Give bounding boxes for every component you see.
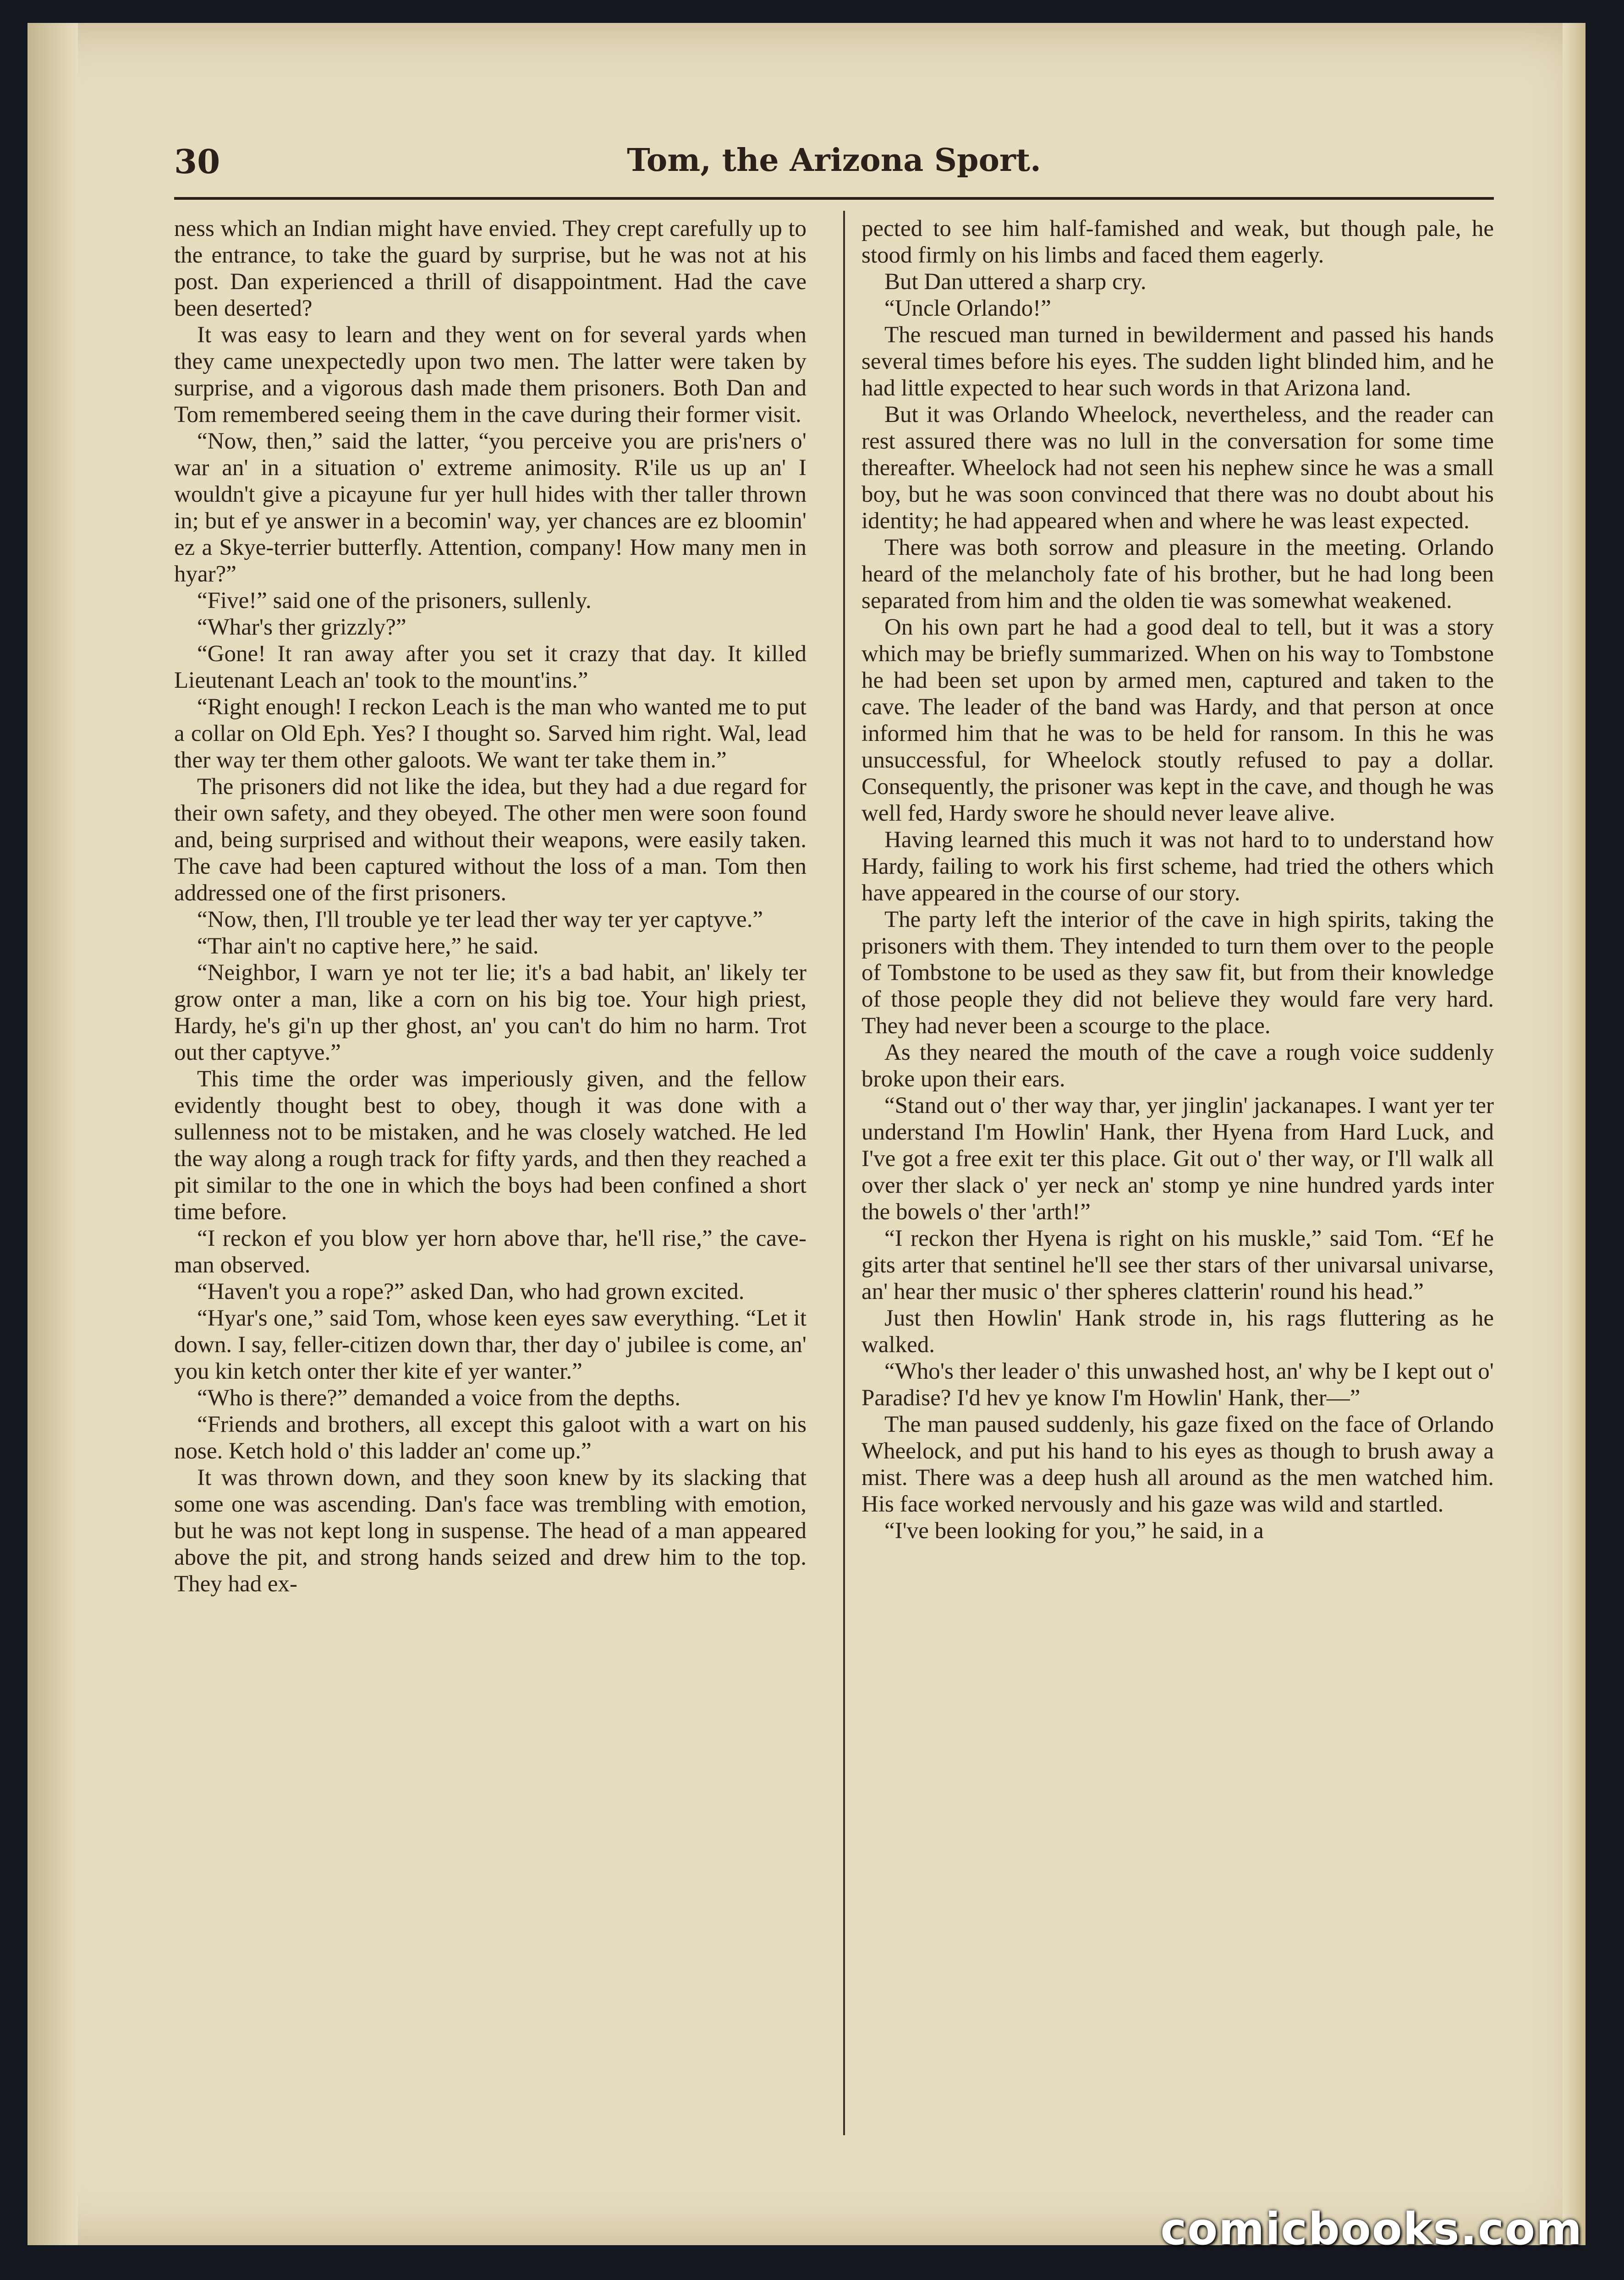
paragraph: “Now, then,” said the latter, “you perceive you are pris'ners o' war an' in a situation o' extreme animosity. R'ile us up an' I wouldn't give a picayune fur yer hull hides with ther taller thrown in; but ef ye answer in a becomin' way, yer chances are ez bloomin' ez a Skye-terrier butterfly. Attention, company! How many men in hyar?” bbox=[174, 428, 807, 587]
paragraph: “Five!” said one of the prisoners, sullenly. bbox=[197, 588, 592, 614]
paragraph: “I reckon ef you blow yer horn above thar, he'll rise,” the cave-man observed. bbox=[174, 1226, 807, 1278]
paragraph: “Neighbor, I warn ye not ter lie; it's a bad habit, an' likely ter grow onter a man, like a corn on his big toe. Your high priest, Hardy, he's gi'n up ther ghost, an' you can't do him no harm. Trot out ther captyve.” bbox=[174, 960, 807, 1065]
right-text-column bbox=[861, 215, 1494, 2131]
paragraph: The man paused suddenly, his gaze fixed on the face of Orlando Wheelock, and put his hand to his eyes as though to brush away a mist. There was a deep hush all around as the men watched him. His face worked nervously and his gaze was wild and startled. bbox=[861, 1412, 1494, 1517]
paragraph: ness which an Indian might have envied. They crept carefully up to the entrance, to take the guard by surprise, but he was not at his post. Dan experienced a thrill of disappointment. Had the cave been deserted? bbox=[174, 216, 807, 321]
paragraph: “Whar's ther grizzly?” bbox=[197, 614, 406, 640]
left-text-column bbox=[174, 215, 807, 2131]
paragraph: It was thrown down, and they soon knew by its slacking that some one was ascending. Dan's face was trembling with emotion, but he was not kept long in suspense. The head of a man appeared above the pit, and strong hands seized and drew him to the top. They had ex- bbox=[174, 1465, 807, 1597]
paragraph: “Right enough! I reckon Leach is the man who wanted me to put a collar on Old Eph. Yes? I thought so. Sarved him right. Wal, lead ther way ter them other galoots. We want ter take them in.” bbox=[174, 694, 807, 773]
paragraph: The rescued man turned in bewilderment and passed his hands several times before his eyes. The sudden light blinded him, and he had little expected to hear such words in that Arizona land. bbox=[861, 322, 1494, 401]
paragraph: “Gone! It ran away after you set it crazy that day. It killed Lieutenant Leach an' took to the mount'ins.” bbox=[174, 641, 807, 693]
paragraph: On his own part he had a good deal to tell, but it was a story which may be briefly summarized. When on his way to Tombstone he had been set upon by armed men, captured and taken to the cave. The leader of the band was Hardy, and that person at once informed him that he was to be held for ransom. In this he was unsuccessful, for Wheelock stoutly refused to pay a dollar. Consequently, the prisoner was kept in the cave, and though he was well fed, Hardy swore he should never leave alive. bbox=[861, 614, 1494, 826]
paragraph: The prisoners did not like the idea, but they had a due regard for their own safety, and they obeyed. The other men were soon found and, being surprised and without their weapons, were easily taken. The cave had been captured without the loss of a man. Tom then addressed one of the first prisoners. bbox=[174, 774, 807, 906]
paragraph: “I've been looking for you,” he said, in a bbox=[884, 1518, 1264, 1544]
column-divider bbox=[843, 211, 845, 2135]
paragraph: But Dan uttered a sharp cry. bbox=[884, 269, 1147, 295]
paragraph: But it was Orlando Wheelock, nevertheless, and the reader can rest assured there was no lull in the conversation for some time thereafter. Wheelock had not seen his nephew since he was a small boy, but he was soon convinced that there was no doubt about his identity; he had appeared when and where he was least expected. bbox=[861, 402, 1494, 534]
paragraph: “Haven't you a rope?” asked Dan, who had grown excited. bbox=[197, 1279, 745, 1304]
paragraph: “Friends and brothers, all except this galoot with a wart on his nose. Ketch hold o' this ladder an' come up.” bbox=[174, 1412, 807, 1464]
paragraph: There was both sorrow and pleasure in the meeting. Orlando heard of the melancholy fate of his brother, but he had long been separated from him and the olden tie was somewhat weakened. bbox=[861, 535, 1494, 614]
page-spine-shadow bbox=[27, 23, 78, 2245]
paragraph: It was easy to learn and they went on for several yards when they came unexpectedly upon two men. The latter were taken by surprise, and a vigorous dash made them prisoners. Both Dan and Tom remembered seeing them in the cave during their former visit. bbox=[174, 322, 807, 428]
paragraph: pected to see him half-famished and weak, but though pale, he stood firmly on his limbs and faced them eagerly. bbox=[861, 216, 1494, 268]
paragraph: This time the order was imperiously given, and the fellow evidently thought best to obey, though it was done with a sullenness not to be mistaken, and he was closely watched. He led the way along a rough track for fifty yards, and then they reached a pit similar to the one in which the boys had been confined a short time before. bbox=[174, 1066, 807, 1225]
header-rule bbox=[174, 197, 1494, 200]
watermark: comicbooks.com bbox=[1160, 2203, 1583, 2255]
paragraph: As they neared the mouth of the cave a rough voice suddenly broke upon their ears. bbox=[861, 1040, 1494, 1092]
paragraph: “Now, then, I'll trouble ye ter lead ther way ter yer captyve.” bbox=[197, 907, 763, 932]
paragraph: Having learned this much it was not hard to to understand how Hardy, failing to work his first scheme, had tried the others which have appeared in the course of our story. bbox=[861, 827, 1494, 906]
running-title: Tom, the Arizona Sport. bbox=[627, 142, 1041, 179]
paragraph: “Who is there?” demanded a voice from the depths. bbox=[197, 1385, 680, 1411]
paragraph: “Thar ain't no captive here,” he said. bbox=[197, 933, 539, 959]
paragraph: The party left the interior of the cave in high spirits, taking the prisoners with them. They intended to turn them over to the people of Tombstone to be used as they saw fit, but from their knowledge of those people they did not believe they would fare very hard. They had never been a scourge to the place. bbox=[861, 907, 1494, 1039]
paragraph: “Stand out o' ther way thar, yer jinglin' jackanapes. I want yer ter understand I'm Howlin' Hank, ther Hyena from Hard Luck, and I've got a free exit ter this place. Git out o' ther way, or I'll walk all over ther slack o' yer neck an' stomp ye nine hundred yards inter the bowels o' ther 'arth!” bbox=[861, 1093, 1494, 1225]
paragraph: “Who's ther leader o' this unwashed host, an' why be I kept out o' Paradise? I'd hev ye know I'm Howlin' Hank, ther—” bbox=[861, 1359, 1494, 1411]
paragraph: “Hyar's one,” said Tom, whose keen eyes saw everything. “Let it down. I say, feller-citizen down thar, ther day o' jubilee is come, an' you kin ketch onter ther kite ef yer wanter.” bbox=[174, 1305, 807, 1384]
paragraph: “I reckon ther Hyena is right on his muskle,” said Tom. “Ef he gits arter that sentinel he'll see ther stars of ther univarsal univarse, an' hear ther music o' ther spheres clatterin' round his head.” bbox=[861, 1226, 1494, 1304]
page-header bbox=[174, 137, 1494, 192]
paragraph: Just then Howlin' Hank strode in, his rags fluttering as he walked. bbox=[861, 1305, 1494, 1358]
page-number: 30 bbox=[174, 142, 220, 181]
paragraph: “Uncle Orlando!” bbox=[884, 296, 1051, 321]
page-edge-shadow bbox=[1563, 23, 1586, 2245]
